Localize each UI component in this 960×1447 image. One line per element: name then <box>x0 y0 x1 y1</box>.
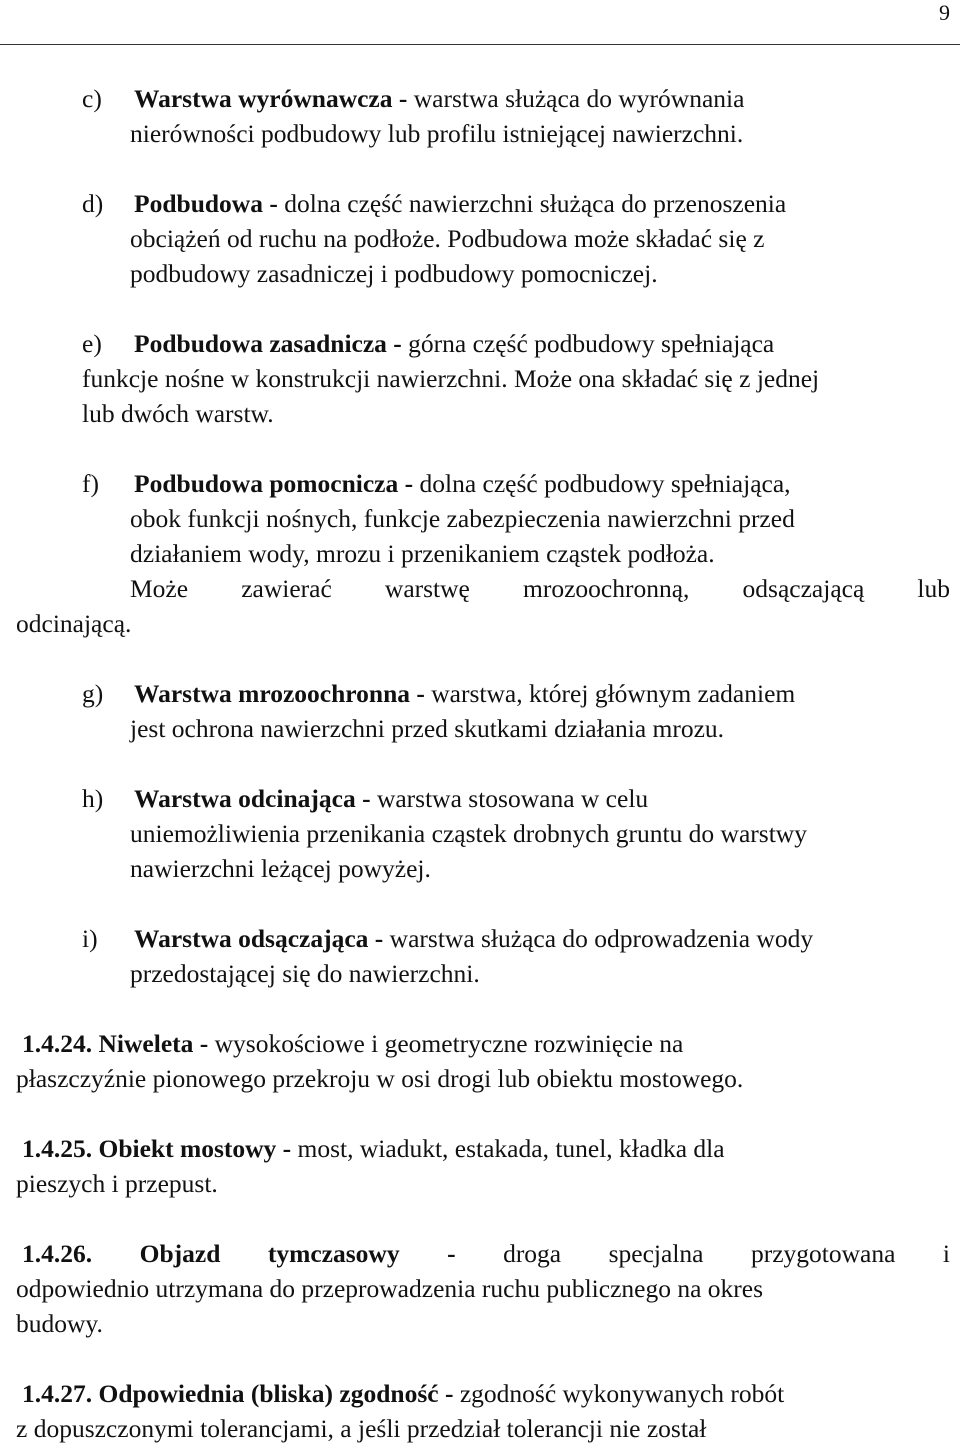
item-text: nawierzchni leżącej powyżej. <box>130 854 431 883</box>
item-label: i) <box>82 924 98 953</box>
section-term: Niweleta - <box>98 1029 209 1058</box>
section-number: 1.4.24. <box>22 1029 93 1058</box>
section-text: pieszych i przepust. <box>16 1169 218 1198</box>
item-label: e) <box>82 329 102 358</box>
section-text: droga specjalna przygotowana i <box>455 1239 950 1268</box>
item-term: Warstwa wyrównawcza - <box>134 84 408 113</box>
item-term: Warstwa mrozoochronna - <box>134 679 425 708</box>
section-text: budowy. <box>16 1309 103 1338</box>
item-text: lub dwóch warstw. <box>82 399 274 428</box>
item-text: obciążeń od ruchu na podłoże. Podbudowa może składać się z <box>130 224 765 253</box>
section-text: wysokościowe i geometryczne rozwinięcie na <box>208 1029 684 1058</box>
section-text: odpowiednio utrzymana do przeprowadzenia ruchu publicznego na okres <box>16 1274 764 1303</box>
page-number: 9 <box>939 0 950 25</box>
section-term: Objazd tymczasowy - <box>139 1239 456 1268</box>
item-text: uniemożliwienia przenikania cząstek drobnych gruntu do warstwy <box>130 819 807 848</box>
item-text: podbudowy zasadniczej i podbudowy pomocniczej. <box>130 259 658 288</box>
item-text: działaniem wody, mrozu i przenikaniem cząstek podłoża. <box>130 539 715 568</box>
item-label: f) <box>82 469 99 498</box>
item-text: jest ochrona nawierzchni przed skutkami działania mrozu. <box>130 714 725 743</box>
section-text: most, wiadukt, estakada, tunel, kładka dla <box>291 1134 725 1163</box>
item-term: Warstwa odsączająca - <box>134 924 384 953</box>
section-number: 1.4.25. <box>22 1134 93 1163</box>
item-text: Może zawierać warstwę mrozoochronną, odsączającą lub <box>130 574 950 603</box>
item-label: d) <box>82 189 104 218</box>
item-text: warstwa, której głównym zadaniem <box>424 679 796 708</box>
item-text: dolna część podbudowy spełniająca, <box>413 469 791 498</box>
section-term: Obiekt mostowy - <box>98 1134 292 1163</box>
section-number: 1.4.27. <box>22 1379 93 1408</box>
item-text: nierówności podbudowy lub profilu istniejącej nawierzchni. <box>130 119 744 148</box>
item-label: h) <box>82 784 104 813</box>
item-text: dolna część nawierzchni służąca do przenoszenia <box>277 189 787 218</box>
section-text: zgodność wykonywanych robót <box>453 1379 785 1408</box>
item-label: g) <box>82 679 104 708</box>
section-text: z dopuszczonymi tolerancjami, a jeśli przedział tolerancji nie został <box>16 1414 707 1443</box>
item-label: c) <box>82 84 102 113</box>
item-term: Podbudowa - <box>134 189 278 218</box>
item-text: odcinającą. <box>16 609 132 638</box>
section-term: Odpowiednia (bliska) zgodność - <box>98 1379 454 1408</box>
header-rule <box>0 44 960 45</box>
item-text: obok funkcji nośnych, funkcje zabezpieczenia nawierzchni przed <box>130 504 795 533</box>
item-text: górna część podbudowy spełniająca <box>401 329 775 358</box>
item-text: warstwa stosowana w celu <box>370 784 649 813</box>
item-text: warstwa służąca do odprowadzenia wody <box>383 924 814 953</box>
item-term: Podbudowa pomocnicza - <box>134 469 414 498</box>
item-term: Podbudowa zasadnicza - <box>134 329 402 358</box>
item-term: Warstwa odcinająca - <box>134 784 371 813</box>
item-text: przedostającej się do nawierzchni. <box>130 959 480 988</box>
section-number: 1.4.26. <box>22 1239 93 1268</box>
item-text: funkcje nośne w konstrukcji nawierzchni. Może ona składać się z jednej <box>82 364 820 393</box>
section-text: płaszczyźnie pionowego przekroju w osi drogi lub obiektu mostowego. <box>16 1064 744 1093</box>
item-text: warstwa służąca do wyrównania <box>407 84 745 113</box>
